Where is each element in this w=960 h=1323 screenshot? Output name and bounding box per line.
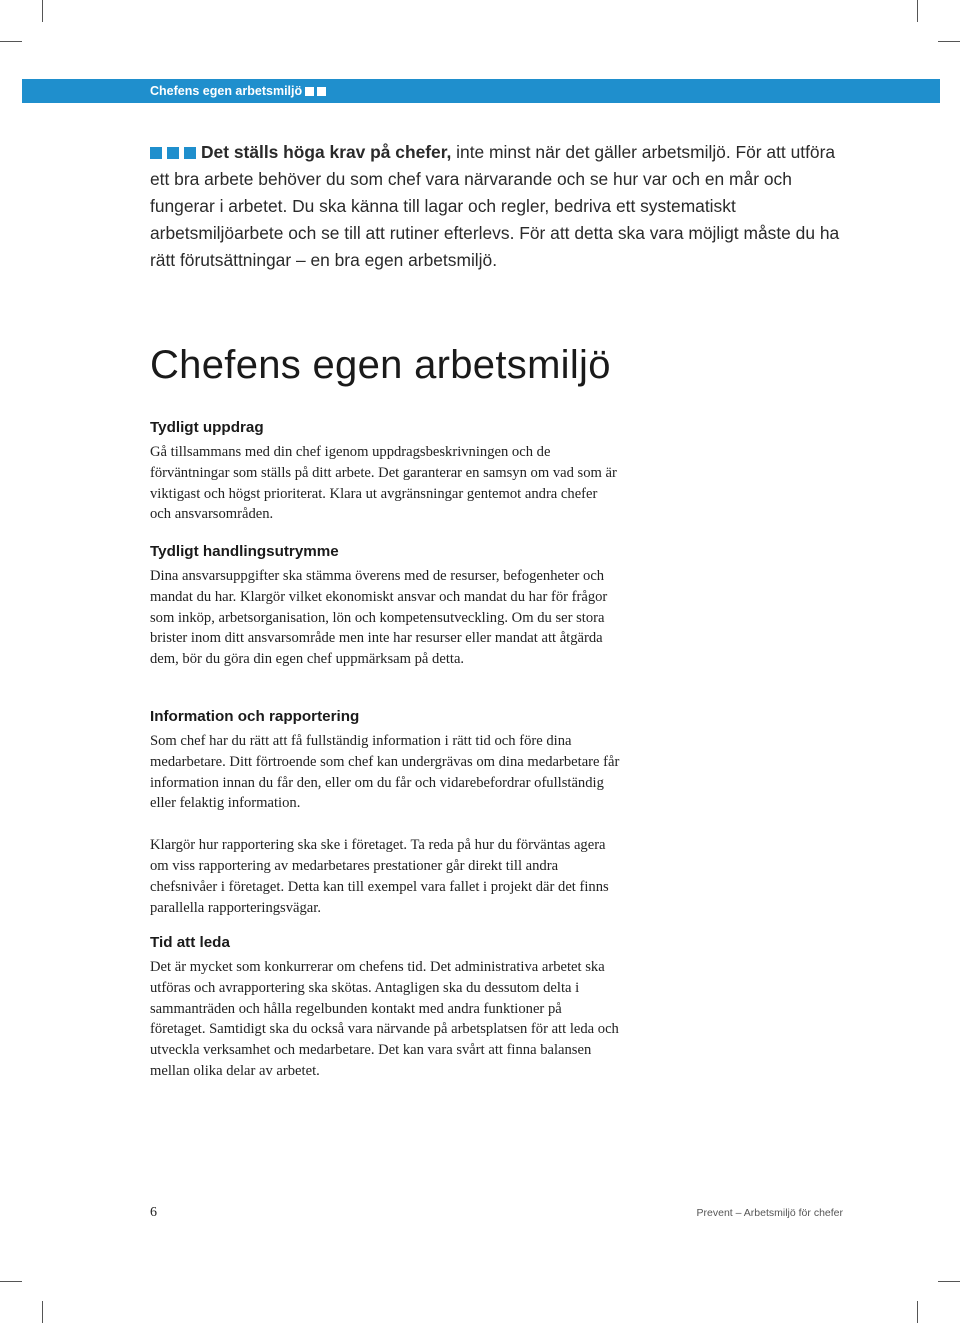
page-number: 6 — [150, 1205, 157, 1220]
page-title: Chefens egen arbetsmiljö — [150, 343, 611, 387]
square-bullet-icon — [317, 87, 326, 96]
section-tydligt-handlingsutrymme — [150, 542, 620, 670]
section-information-och-rapportering — [150, 707, 620, 918]
crop-mark — [0, 41, 22, 42]
footer-publication: Prevent – Arbetsmiljö för chefer — [696, 1207, 843, 1219]
header-title — [150, 84, 326, 98]
section-tid-att-leda — [150, 933, 620, 1082]
section-paragraph: Det är mycket som konkurrerar om chefens tid. Det administrativa arbetet ska utföras och avrapportering ska skötas. Antagligen ska du dessutom delta i sammanträden och hålla regelbunden kontakt med andra funktioner på företaget. Samtidigt ska du också vara närvande på arbetsplatsen för att leda och utveckla verksamhet och medarbetare. Det kan vara svårt att finna balansen mellan olika delar av arbetet. — [150, 959, 619, 1079]
section-tydligt-uppdrag — [150, 418, 620, 525]
crop-mark — [0, 1281, 22, 1282]
section-heading: Tydligt handlingsutrymme — [150, 543, 339, 560]
crop-mark — [42, 0, 43, 22]
header-bar — [22, 79, 940, 103]
square-bullet-icon — [150, 147, 162, 159]
square-bullet-icon — [167, 147, 179, 159]
section-paragraph: Gå tillsammans med din chef igenom uppdragsbeskrivningen och de förväntningar som ställs på ditt arbete. Det garanterar en samsyn om vad som är viktigast och högst prioriterat. Klara ut avgränsningar gentemot andra chefer och ansvarsområden. — [150, 444, 617, 523]
crop-mark — [917, 1301, 918, 1323]
intro-text: inte minst när det gäller arbetsmiljö. För att utföra ett bra arbete behöver du som chef vara närvarande och se hur var och en mår och fungerar i arbetet. Du ska känna till lagar och regler, bedriva ett systematiskt arbetsmiljöarbete och se till att rutiner efterlevs. För att detta ska vara möjligt måste du ha rätt förutsättningar – en bra egen arbetsmiljö. — [150, 142, 840, 270]
intro-paragraph — [150, 139, 850, 274]
crop-mark — [42, 1301, 43, 1323]
section-heading: Tydligt uppdrag — [150, 419, 264, 436]
section-heading: Information och rapportering — [150, 708, 360, 725]
square-bullet-icon — [184, 147, 196, 159]
intro-lead: Det ställs höga krav på chefer, — [201, 142, 452, 162]
section-heading: Tid att leda — [150, 934, 230, 951]
header-title-text: Chefens egen arbetsmiljö — [150, 84, 303, 98]
section-paragraph: Dina ansvarsuppgifter ska stämma överens med de resurser, befogenheter och mandat du har. Klargör vilket ekonomiskt ansvar och mandat du har för frågor som inköp, arbetsorganisation, lön och kompetensutveckling. Om du ser stora brister inom ditt ansvarsområde men inte har resurser eller mandat att åtgärda dem, bör du göra din egen chef uppmärksam på detta. — [150, 568, 608, 668]
crop-mark — [917, 0, 918, 22]
square-bullet-icon — [305, 87, 314, 96]
section-paragraph: Klargör hur rapportering ska ske i företaget. Ta reda på hur du förväntas agera om viss rapportering av medarbetares prestationer går direkt till andra chefsnivåer i företaget. Detta kan till exempel vara fallet i projekt där det finns parallella rapporteringsvägar. — [150, 837, 609, 916]
crop-mark — [938, 41, 960, 42]
section-paragraph: Som chef har du rätt att få fullständig information i rätt tid och före dina medarbetare. Ditt förtroende som chef kan undergrävas om dina medarbetare får information innan du får den, eller om du får och vidarebefordrar ofullständig eller felaktig information. — [150, 733, 620, 812]
crop-mark — [938, 1281, 960, 1282]
